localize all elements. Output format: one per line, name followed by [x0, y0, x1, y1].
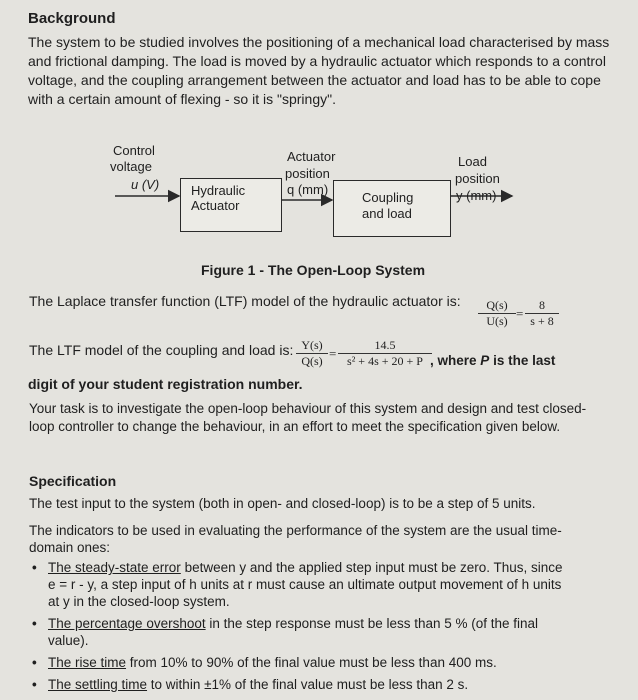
output-label-position: position: [455, 171, 500, 186]
specification-heading: Specification: [29, 473, 117, 489]
bullet-term: The settling time: [48, 677, 148, 692]
bullet-term: The steady-state error: [48, 560, 181, 575]
actuator-lhs-den: U(s): [486, 314, 508, 328]
bullet-text: between y and the applied step input must be zero. Thus, since e = r - y, a step input of h units at r must cause an ultimate output movement of h units at y in the closed-loop system.: [48, 560, 563, 609]
input-label-u: u (V): [131, 177, 160, 192]
coupling-rhs-fraction: [338, 338, 432, 369]
block1-label-1: Hydraulic: [191, 183, 246, 198]
figure-caption: Figure 1 - The Open-Loop System: [201, 262, 426, 278]
actuator-equals: =: [516, 306, 524, 321]
background-heading: Background: [28, 10, 116, 27]
bullet-text: in the step response must be less than 5 % (of the final value).: [48, 616, 539, 648]
output-label-load: Load: [458, 154, 487, 169]
actuator-lhs-fraction: [478, 298, 516, 329]
ltf-actuator-text: The Laplace transfer function (LTF) model of the hydraulic actuator is:: [29, 293, 461, 309]
spec-indicators: The indicators to be used in evaluating the performance of the system are the usual time-domain ones:: [29, 523, 562, 555]
coupling-rhs-den: s² + 4s + 20 + P: [347, 354, 423, 368]
coupling-lhs-den: Q(s): [301, 354, 323, 368]
p-symbol: P: [480, 353, 490, 368]
actuator-rhs-fraction: [525, 298, 559, 329]
where-clause: [430, 351, 555, 370]
bullet-term: The percentage overshoot: [48, 616, 206, 631]
bullet-steady-state: [30, 559, 570, 610]
mid-label-actuator: Actuator: [287, 149, 336, 164]
bullet-term: The rise time: [48, 655, 127, 670]
bullet-text: to within ±1% of the final value must be less than 2 s.: [147, 677, 469, 692]
output-label-y: y (mm): [456, 188, 497, 203]
registration-continuation: digit of your student registration number.: [28, 376, 303, 392]
bullet-text: from 10% to 90% of the final value must be less than 400 ms.: [126, 655, 497, 670]
coupling-load-block: [333, 180, 451, 237]
spec-bullet-list: [30, 559, 570, 698]
coupling-lhs-num: Y(s): [296, 338, 328, 354]
input-label-voltage: voltage: [110, 159, 152, 174]
actuator-rhs-num: 8: [525, 298, 559, 314]
coupling-rhs-num: 14.5: [338, 338, 432, 354]
mid-label-position: position: [285, 166, 330, 181]
block2-label-2: and load: [362, 206, 412, 221]
block-diagram: [0, 0, 638, 300]
background-paragraph: The system to be studied involves the positioning of a mechanical load characterised by mass and frictional damping. The load is moved by a hydraulic actuator which responds to a control voltage, and the coupling arrangement between the actuator and load has to be able to cope with a certain amount of flexing - so it is "springy".: [28, 34, 610, 107]
where-text: , where: [430, 353, 477, 368]
input-label-control: Control: [113, 143, 155, 158]
bullet-rise-time: [30, 654, 570, 671]
bullet-overshoot: [30, 615, 570, 649]
block1-label-2: Actuator: [191, 198, 240, 213]
bullet-settling-time: [30, 676, 570, 693]
spec-test-input: The test input to the system (both in open- and closed-loop) is to be a step of 5 units.: [29, 496, 536, 511]
coupling-equals: =: [329, 346, 337, 361]
actuator-lhs-num: Q(s): [478, 298, 516, 314]
block2-label-1: Coupling: [362, 190, 414, 205]
coupling-lhs-fraction: [296, 338, 328, 369]
last-digit-text: is the last: [493, 353, 556, 368]
hydraulic-actuator-block: [180, 178, 282, 232]
actuator-rhs-den: s + 8: [530, 314, 554, 328]
mid-label-q: q (mm): [287, 182, 329, 197]
ltf-coupling-text: The LTF model of the coupling and load is:: [29, 342, 294, 358]
task-paragraph: Your task is to investigate the open-loop behaviour of this system and design and test closed-loop controller to change the behaviour, in an effort to meet the specification given below.: [29, 401, 587, 434]
